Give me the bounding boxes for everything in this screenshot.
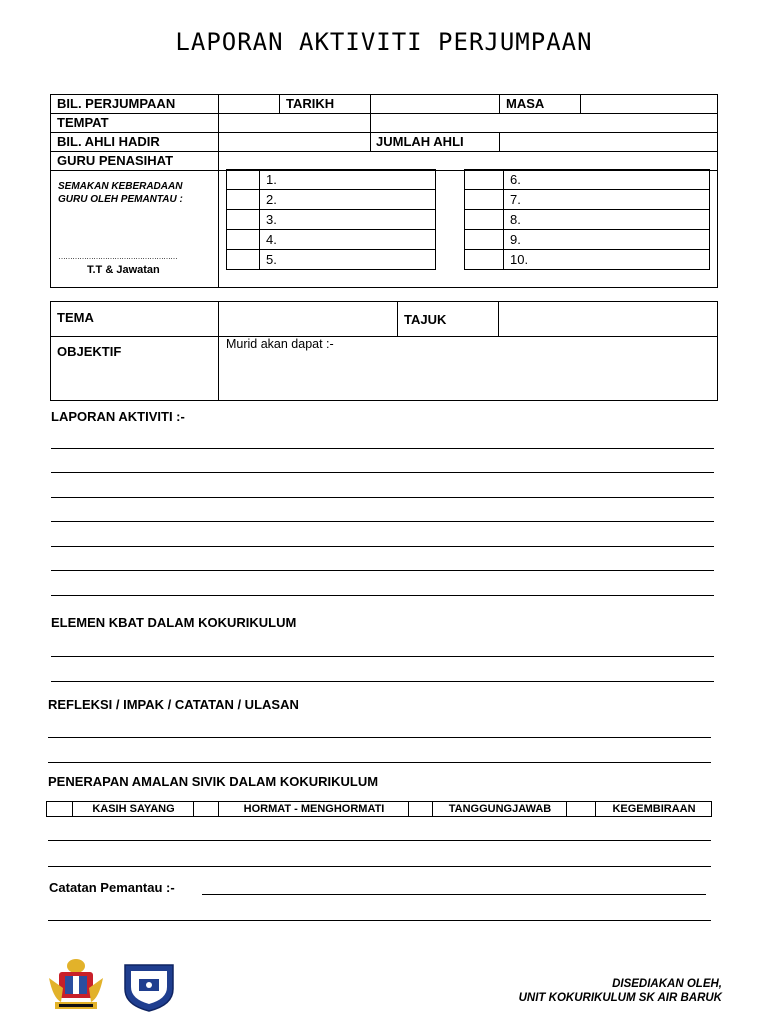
teacher-row-4: 4.	[260, 230, 436, 250]
teacher-list-right	[464, 169, 710, 270]
writing-line	[51, 448, 714, 449]
label-jumlah-ahli: JUMLAH AHLI	[376, 134, 464, 149]
school-crest-icon	[121, 961, 177, 1013]
signature-dots: ……………………………………………	[58, 252, 177, 261]
teacher-row-8: 8.	[504, 210, 710, 230]
writing-line	[51, 472, 714, 473]
label-bil-perjumpaan: BIL. PERJUMPAAN	[57, 96, 176, 111]
teacher-row-7: 7.	[504, 190, 710, 210]
writing-line	[48, 920, 711, 921]
writing-line	[51, 681, 714, 682]
value-tanggungjawab: TANGGUNGJAWAB	[432, 802, 567, 816]
teacher-row-6: 6.	[504, 170, 710, 190]
writing-line	[202, 894, 706, 895]
writing-line	[48, 737, 711, 738]
value-hormat-menghormati: HORMAT - MENGHORMATI	[218, 802, 409, 816]
jata-negara-emblem-icon	[45, 958, 107, 1012]
label-guru-penasihat: GURU PENASIHAT	[57, 153, 174, 168]
teacher-row-9: 9.	[504, 230, 710, 250]
page-title: LAPORAN AKTIVITI PERJUMPAAN	[175, 28, 593, 56]
label-masa: MASA	[506, 96, 545, 111]
label-bil-ahli-hadir: BIL. AHLI HADIR	[57, 134, 160, 149]
teacher-row-10: 10.	[504, 250, 710, 270]
teacher-list-left	[226, 169, 436, 270]
murid-text: Murid akan dapat :-	[226, 337, 334, 351]
writing-line	[51, 656, 714, 657]
label-tt-jawatan: T.T & Jawatan	[87, 264, 160, 276]
theme-objective-box	[50, 301, 718, 401]
label-semakan: SEMAKAN KEBERADAAN GURU OLEH PEMANTAU :	[58, 181, 183, 205]
footer-line-1: DISEDIAKAN OLEH,	[612, 978, 722, 990]
footer-line-2: UNIT KOKURIKULUM SK AIR BARUK	[518, 992, 722, 1004]
writing-line	[51, 595, 714, 596]
writing-line	[48, 866, 711, 867]
writing-line	[51, 570, 714, 571]
meeting-info-box	[50, 94, 718, 288]
writing-line	[51, 546, 714, 547]
label-objektif: OBJEKTIF	[57, 344, 122, 359]
teacher-row-1: 1.	[260, 170, 436, 190]
section-refleksi: REFLEKSI / IMPAK / CATATAN / ULASAN	[48, 697, 299, 712]
writing-line	[51, 521, 714, 522]
section-penerapan-sivik: PENERAPAN AMALAN SIVIK DALAM KOKURIKULUM	[48, 774, 379, 789]
section-elemen-kbat: ELEMEN KBAT DALAM KOKURIKULUM	[51, 615, 297, 630]
label-tema: TEMA	[57, 310, 94, 325]
writing-line	[48, 762, 711, 763]
label-tarikh: TARIKH	[286, 96, 335, 111]
writing-line	[48, 840, 711, 841]
value-kasih-sayang: KASIH SAYANG	[72, 802, 194, 816]
teacher-row-2: 2.	[260, 190, 436, 210]
writing-line	[51, 497, 714, 498]
sivik-values-row	[46, 801, 712, 817]
label-catatan-pemantau: Catatan Pemantau :-	[49, 880, 175, 895]
value-kegembiraan: KEGEMBIRAAN	[595, 802, 712, 816]
footer-prepared-by	[519, 977, 722, 1005]
label-tempat: TEMPAT	[57, 115, 109, 130]
teacher-row-5: 5.	[260, 250, 436, 270]
teacher-row-3: 3.	[260, 210, 436, 230]
label-tajuk: TAJUK	[404, 312, 447, 327]
section-laporan-aktiviti: LAPORAN AKTIVITI :-	[51, 409, 185, 424]
